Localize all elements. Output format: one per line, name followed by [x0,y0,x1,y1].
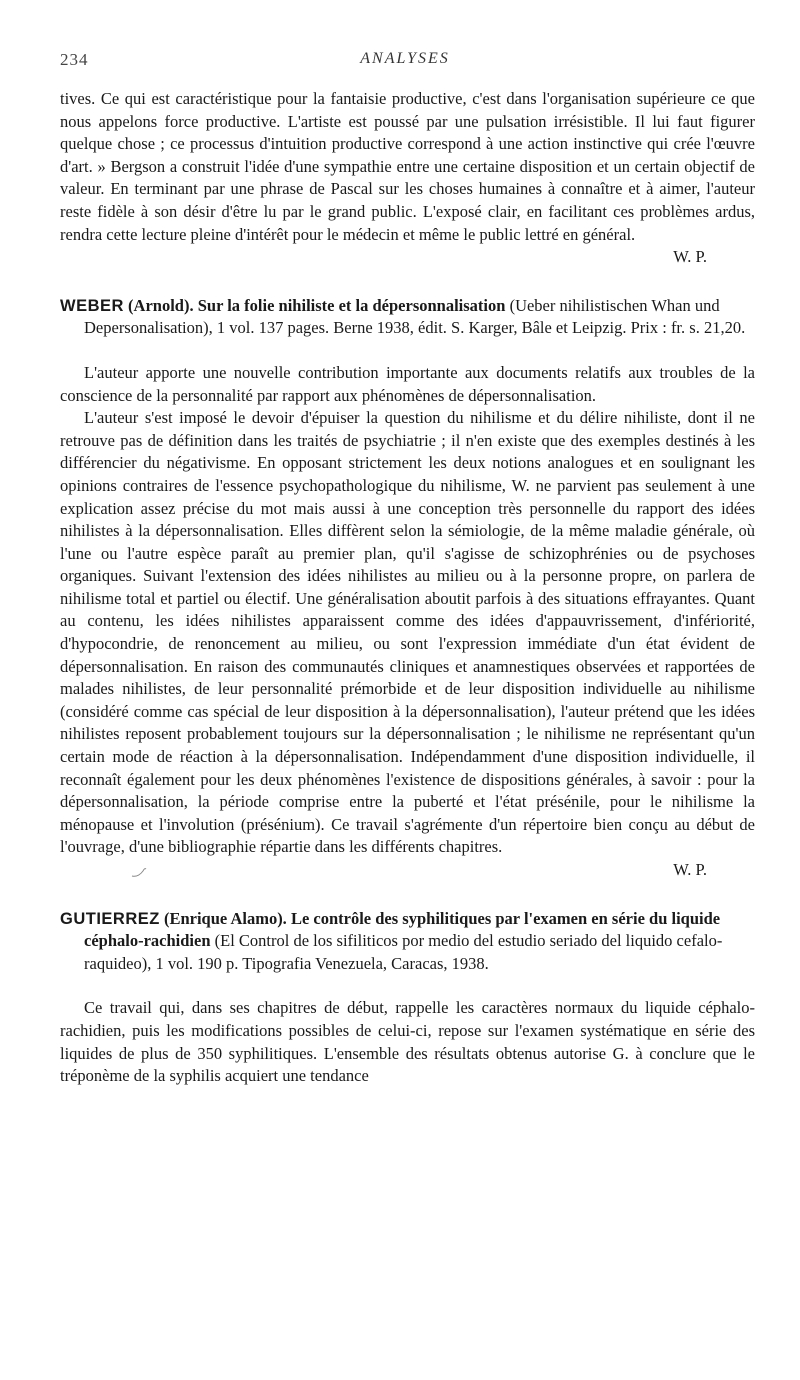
review-paragraph: L'auteur s'est imposé le devoir d'épuiser la question du nihilisme et du délire nihiliste, dont il ne retrouve pas de définition dans les traités de psychiatrie ; il n'en existe que des exemples destinés à les différencier du négativisme. En opposant strictement les deux notions analogues et en soulignant les opinions contraires de l'essence psychopathologique du nihilisme, W. ne parvient pas seulement à une explication assez précise du mot mais aussi à une conception très personnelle du rapport des idées nihilistes à la dépersonnalisation. Elles diffèrent selon la sémiologie, de la même maladie générale, où l'une ou l'autre espèce paraît au premier plan, qu'il s'agisse de schizophrénies ou de psychoses organiques. Suivant l'extension des idées nihilistes au milieu ou à la personne propre, on parlera de nihilisme total et partiel ou électif. Une généralisation aboutit parfois à des situations effrayantes. Quant au contenu, les idées nihilistes apparaissent comme des idées d'appauvrissement, d'infériorité, d'hypocondrie, de renoncement au milieu, ou sont l'expression immédiate d'un état évident de dépersonnalisation. En raison des communautés cliniques et anamnestiques observées et rapportées de malades nihilistes, de leur personnalité prémorbide et de leur disposition individuelle au nihilisme (considéré comme cas spécial de leur disposition à la dépersonnalisation), l'auteur prétend que les idées nihilistes reposent probablement toujours sur la dépersonnalisation ; le nihilisme ne représentant qu'un certain mode de réaction à la dépersonnalisation. Indépendamment d'une disposition individuelle, il reconnaît également pour les deux phénomènes l'existence de dispositions générales, à savoir : pour la dépersonnalisation, la période comprise entre la puberté et l'état présénile, pour le nihilisme la ménopause et l'involution (présénium). Ce travail s'agrémente d'un répertoire bien conçu au début de l'ouvrage, d'une bibliographie répartie dans les différents chapitres. [60,408,755,857]
review-author: WEBER [60,296,124,315]
review-author: GUTIERREZ [60,909,160,928]
body-text [60,88,755,1088]
signature: W. P. [673,860,707,879]
page-number: 234 [60,50,89,69]
signature: W. P. [673,247,707,267]
review-title: Le contrôle des syphilitiques par l'examen en série du liquide céphalo-rachidien [84,908,721,951]
signature-line [60,859,755,882]
running-title: ANALYSES [360,50,450,67]
review-paragraph: L'auteur apporte une nouvelle contribution importante aux documents relatifs aux troubles de la conscience de la personnalité par rapport aux phénomènes de dépersonnalisation. [60,362,755,405]
pencil-mark-icon [130,863,150,877]
review-author-firstname: (Arnold). [128,295,194,315]
review-details: (El Control de los sifiliticos por medio del estudio seriado del liquido cefalo-raquideo), 1 vol. 190 p. Tipografia Venezuela, Caracas, 1938. [84,931,723,973]
review-author-firstname: (Enrique Alamo). [163,908,287,928]
signature-line [60,246,755,269]
review-title: Sur la folie nihiliste et la dépersonnalisation [197,295,506,315]
page-header [60,50,750,74]
review-heading-gutierrez [60,908,755,976]
review-details: (Ueber nihilistischen Whan und Depersonalisation), 1 vol. 137 pages. Berne 1938, édit. S. Karger, Bâle et Leipzig. Prix : fr. s. 21,20. [84,295,746,338]
review-paragraph: Ce travail qui, dans ses chapitres de début, rappelle les caractères normaux du liquide céphalo-rachidien, puis les modifications possibles de celui-ci, repose sur l'examen systématique en série des liquides de plus de 350 syphilitiques. L'ensemble des résultats obtenus autorise G. à conclure que le tréponème de la syphilis acquiert une tendance [60,998,755,1086]
continuation-paragraph: tives. Ce qui est caractéristique pour la fantaisie productive, c'est dans l'organisation supérieure ce que nous appelons force productive. L'artiste est poussé par une pulsation irrésistible. Il lui faut figurer quelque chose ; ce processus d'intuition productive correspond à une action instinctive qui crée l'œuvre d'art. » Bergson a construit l'idée d'une sympathie entre une certaine disposition et un certain objectif de valeur. En terminant par une phrase de Pascal sur les choses humaines à connaître et à aimer, l'auteur reste fidèle à son désir d'être lu par le grand public. L'exposé clair, en facilitant ces problèmes ardus, rendra cette lecture pleine d'intérêt pour le médecin et même le public lettré en général. [60,89,755,244]
review-heading-weber [60,295,755,340]
